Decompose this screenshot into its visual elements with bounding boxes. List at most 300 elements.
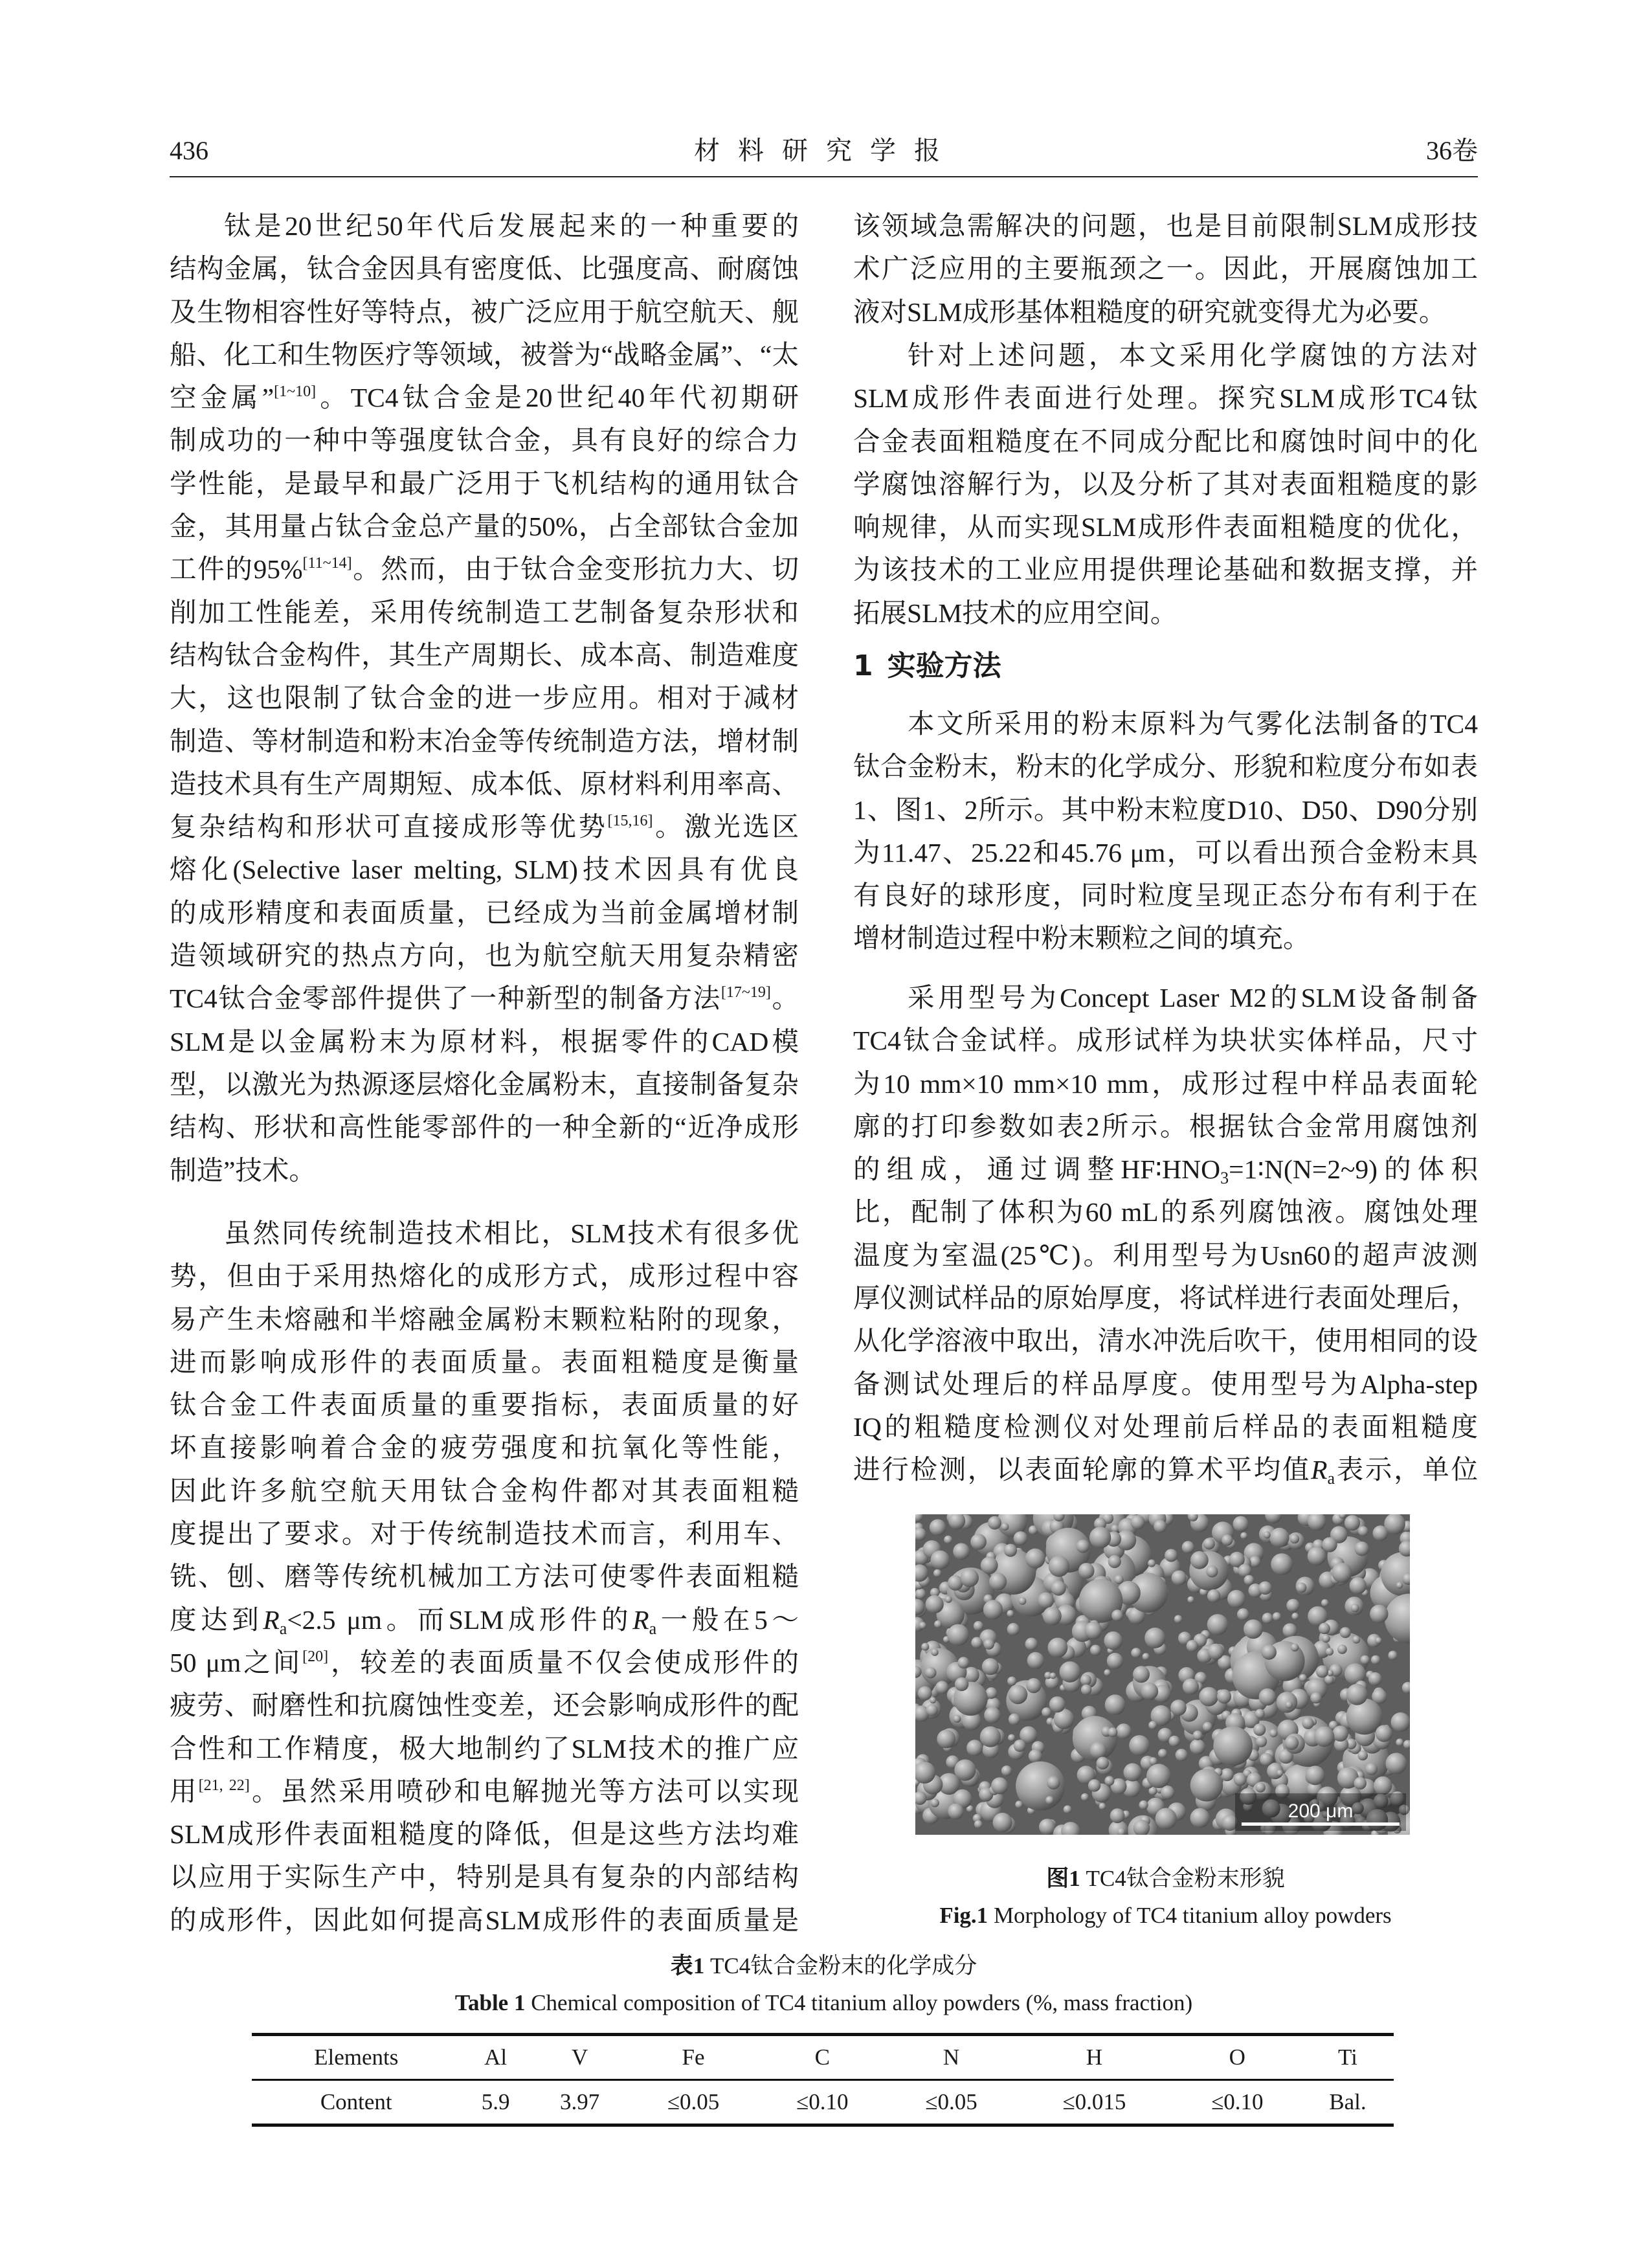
powder-particle [1289,1534,1299,1544]
table-header-cell: V [531,2035,629,2080]
paragraph-objective [853,334,1478,634]
powder-particle [1321,1599,1329,1607]
text-line: 本文所采用的粉末原料为气雾化法制备的TC4 [908,709,1478,739]
powder-particle [989,1573,1007,1591]
table-header-cell: N [887,2035,1016,2080]
subscript: a [649,1619,657,1638]
powder-particle [1286,1599,1299,1612]
powder-particle [1388,1651,1397,1660]
powder-particle [1060,1661,1081,1683]
powder-particle [1308,1547,1326,1565]
powder-particle [1111,1525,1119,1533]
powder-particle [1081,1685,1091,1695]
powder-particle [1025,1549,1045,1569]
powder-particle [1259,1688,1277,1706]
powder-particle [1165,1549,1178,1562]
powder-particles-image [915,1514,1410,1835]
text-line: 廓的打印参数如表2所示。根据钛合金常用腐蚀剂 [853,1111,1478,1141]
powder-particle [1233,1516,1249,1532]
text-line: 采用型号为Concept Laser M2的SLM设备制备 [908,983,1478,1013]
text-line: 术广泛应用的主要瓶颈之一。因此，开展腐蚀加工 [853,254,1478,284]
powder-particle [1043,1607,1062,1626]
powder-particle [1004,1544,1017,1557]
text-line: 该领域急需解决的问题，也是目前限制SLM成形技 [853,211,1478,241]
powder-particle [1146,1764,1171,1788]
powder-particle [1027,1652,1044,1669]
powder-particle [1346,1684,1368,1705]
table-caption-cn [170,1951,1478,1982]
powder-particle [960,1569,979,1587]
powder-particle [1302,1718,1313,1729]
powder-particle [935,1681,948,1694]
citation-ref: [1~10] [274,383,317,401]
powder-particle [1176,1749,1188,1761]
math-symbol: R [1311,1455,1328,1485]
powder-particle [1155,1808,1177,1830]
table-cell: ≤0.05 [629,2080,757,2125]
paragraph-intro [170,205,799,1192]
header-rule [170,176,1478,177]
powder-particle [919,1622,926,1629]
powder-particle [1077,1540,1090,1553]
powder-particle [1049,1696,1066,1712]
text-line: 1、图1、2所示。其中粉末粒度D10、D50、D90分别 [853,794,1478,825]
powder-particle [1221,1768,1234,1781]
table-header-cell: Al [460,2035,530,2080]
powder-particle [1310,1692,1322,1704]
scale-bar-label: 200 μm [1288,1800,1354,1822]
powder-particle [1345,1515,1360,1530]
text-line: 虽然同传统制造技术相比，SLM技术有很多优 [224,1218,799,1248]
text-line: 进行检测，以表面轮廓的算术平均值$R_a$表示，单位 [853,1455,1478,1488]
powder-particle [1193,1731,1203,1740]
powder-particle [971,1637,983,1649]
powder-particle [1108,1555,1121,1568]
table-header-row [252,2035,1394,2080]
text-line: 工件的95%[11~14]。然而，由于钛合金变形抗力大、切 [170,554,799,585]
powder-particle [966,1740,983,1756]
powder-particle [1114,1575,1123,1584]
text-line: 削加工性能差，采用传统制造工艺制备复杂形状和 [170,597,799,627]
text-line: 复杂结构和形状可直接成形等优势[15,16]。激光选区 [170,812,799,842]
powder-particle [948,1804,964,1820]
text-line: 针对上述问题，本文采用化学腐蚀的方法对 [908,341,1478,370]
powder-particle [1078,1563,1095,1579]
text-line: 为11.47、25.22和45.76 μm，可以看出预合金粉末具 [853,837,1478,868]
powder-particle [1227,1590,1245,1608]
powder-particle [1244,1575,1255,1586]
powder-particle [991,1777,1008,1794]
subscript: 3 [1220,1169,1229,1188]
powder-particle [1332,1725,1348,1742]
powder-particle [1376,1725,1392,1742]
figure-caption-cn [853,1863,1478,1894]
table-label-cn: 表1 [670,1953,705,1978]
powder-particle [1105,1694,1126,1715]
powder-particle [931,1799,939,1807]
powder-particle [1354,1777,1367,1790]
powder-particle [1253,1723,1266,1736]
powder-particle [944,1536,952,1544]
powder-particle [1206,1565,1218,1577]
powder-particle [1014,1531,1028,1545]
powder-particle [1284,1736,1299,1750]
powder-particle [1365,1763,1378,1775]
text-line: 因此许多航空航天用钛合金构件都对其表面粗糙 [170,1475,799,1506]
powder-particle [1368,1672,1382,1686]
powder-particle [1316,1665,1328,1677]
text-line: 船、化工和生物医疗等领域，被誉为“战略金属”、“太 [170,339,799,370]
table-cell: ≤0.015 [1016,2080,1173,2125]
powder-particle [974,1820,983,1828]
powder-particle [947,1624,969,1646]
powder-particle [1099,1803,1106,1810]
scale-bar-line [1242,1822,1400,1826]
text-line: 制造、等材制造和粉末冶金等传统制造方法，增材制 [170,726,799,756]
text-line: 液对SLM成形基体粗糙度的研究就变得尤为必要。 [853,297,1446,327]
powder-particle [1322,1635,1330,1643]
powder-particle [918,1687,932,1701]
table-caption-en-text: Chemical composition of TC4 titanium alloy powders (%, mass fraction) [525,1990,1193,2015]
powder-particle [1234,1773,1247,1786]
powder-particle [1199,1687,1218,1707]
powder-particle [1256,1736,1267,1747]
citation-ref: [21, 22] [198,1776,250,1794]
figure-label-cn: 图1 [1046,1866,1080,1891]
powder-particle [1061,1822,1080,1835]
powder-particle [1170,1699,1187,1716]
powder-particle [984,1639,995,1650]
text-line: 钛是20世纪50年代后发展起来的一种重要的 [224,211,799,241]
powder-particle [1332,1563,1352,1583]
powder-particle [1326,1648,1334,1655]
powder-particle [930,1519,946,1536]
powder-particle [1139,1800,1148,1810]
powder-particle [1244,1619,1263,1639]
powder-particle [1158,1749,1167,1758]
powder-particle [1291,1643,1299,1652]
powder-particle [1271,1553,1293,1575]
powder-particle [1190,1551,1209,1569]
powder-particle [1222,1534,1233,1545]
text-line: TC4钛合金零部件提供了一种新型的制备方法[17~19]。 [170,983,799,1014]
figure-caption-cn-text: TC4钛合金粉末形貌 [1080,1866,1285,1891]
powder-particle [1183,1679,1199,1695]
text-line: 大，这也限制了钛合金的进一步应用。相对于减材 [170,683,799,713]
math-symbol: R [263,1604,280,1635]
text-line: 及生物相容性好等特点，被广泛应用于航空航天、舰 [170,297,799,327]
powder-particle [1190,1769,1223,1801]
powder-particle [1025,1638,1038,1651]
powder-particle [1269,1528,1289,1547]
powder-particle [1129,1735,1150,1756]
text-line: 易产生未熔融和半熔融金属粉末颗粒粘附的现象， [170,1304,799,1334]
powder-particle [1039,1819,1055,1835]
powder-particle [1014,1740,1026,1752]
powder-particle [930,1697,936,1703]
powder-particle [1144,1628,1165,1648]
powder-particle [1403,1740,1410,1749]
text-line: 用[21, 22]。虽然采用喷砂和电解抛光等方法可以实现 [170,1776,799,1806]
powder-particle [1088,1779,1100,1791]
powder-particle [1352,1636,1360,1644]
table-header-cell: H [1016,2035,1173,2080]
powder-particle [1350,1577,1367,1594]
text-line: SLM成形件表面粗糙度的降低，但是这些方法均难 [170,1819,799,1850]
powder-particle [1385,1753,1407,1774]
text-line: 的成形精度和表面质量，已经成为当前金属增材制 [170,897,799,928]
table-caption-en [170,1988,1478,2019]
text-line: SLM成形件表面进行处理。探究SLM成形TC4钛 [853,383,1478,414]
text-line: 势，但由于采用热熔化的成形方式，成形过程中容 [170,1261,799,1292]
powder-particle [1306,1765,1325,1785]
subscript: a [279,1619,287,1638]
powder-particle [1361,1655,1370,1664]
powder-particle [1009,1685,1028,1705]
powder-particle [1089,1527,1111,1548]
text-line: 比，配制了体积为60 mL的系列腐蚀液。腐蚀处理 [853,1197,1478,1227]
powder-particle [988,1516,1001,1530]
text-line: 备测试处理后的样品厚度。使用型号为Alpha-step [853,1369,1478,1399]
powder-particle [915,1528,926,1541]
text-line: 合性和工作精度，极大地制约了SLM技术的推广应 [170,1733,799,1764]
powder-particle [1172,1571,1187,1586]
powder-particle [1273,1612,1281,1620]
powder-particle [1047,1776,1060,1789]
text-line: 空金属”[1~10]。TC4钛合金是20世纪40年代初期研 [170,383,799,413]
powder-particle [1213,1727,1253,1766]
powder-particle [1299,1674,1307,1682]
powder-particle [1009,1714,1020,1725]
text-line: 造技术具有生产周期短、成本低、原材料利用率高、 [170,768,799,799]
table-cell: 3.97 [531,2080,629,2125]
table-header-cell: Fe [629,2035,757,2080]
math-symbol: R [632,1604,649,1635]
powder-particle [1001,1523,1009,1530]
text-line: IQ的粗糙度检测仪对处理前后样品的表面粗糙度 [853,1411,1478,1442]
powder-particle [1340,1627,1351,1638]
powder-particle [1249,1556,1261,1567]
citation-ref: [17~19] [720,984,771,1002]
powder-particle [957,1657,969,1668]
section-title: 实验方法 [887,649,1001,682]
powder-particle [915,1514,923,1522]
text-line: 铣、刨、磨等传统机械加工方法可使零件表面粗糙 [170,1562,799,1592]
table-header-cell: C [758,2035,887,2080]
powder-particle [1148,1560,1155,1567]
text-line: 熔化(Selective laser melting, SLM)技术因具有优良 [170,855,799,885]
powder-particle [1130,1515,1144,1529]
text-line: 造领域研究的热点方向，也为航空航天用复杂精密 [170,941,799,971]
powder-particle [1090,1645,1101,1656]
text-line: 钛合金工件表面质量的重要指标，表面质量的好 [170,1390,799,1420]
text-line: 结构、形状和高性能零部件的一种全新的“近净成形 [170,1112,799,1143]
powder-particle [1282,1623,1297,1637]
powder-particle [1217,1689,1231,1703]
powder-particle [1148,1721,1157,1729]
powder-particle [1116,1723,1132,1739]
powder-particle [1029,1749,1042,1763]
powder-particle [1190,1739,1205,1754]
journal-title: 材料研究学报 [694,136,958,165]
section-number: 1 [853,649,873,682]
powder-particle [1240,1532,1247,1540]
powder-particle [1050,1672,1056,1679]
powder-particle [926,1595,944,1613]
powder-particle [982,1658,999,1675]
powder-particle [1322,1537,1337,1552]
text-line: 坏直接影响着合金的疲劳强度和抗氧化等性能， [170,1433,799,1463]
table-cell: Content [252,2080,460,2125]
powder-particle [925,1667,937,1679]
text-line: 合金表面粗糙度在不同成分配比和腐蚀时间中的化 [853,426,1478,456]
powder-particle [1090,1742,1107,1758]
powder-particle [1110,1808,1125,1823]
powder-particle [1264,1531,1271,1538]
powder-particle [1108,1727,1117,1737]
powder-particle [1255,1782,1266,1793]
text-line: 拓展SLM技术的应用空间。 [853,598,1178,628]
text-line: TC4钛合金试样。成形试样为块状实体样品，尺寸 [853,1026,1478,1056]
text-line: 增材制造过程中粉末颗粒之间的填充。 [853,923,1310,954]
powder-particle [1291,1613,1299,1620]
powder-particle [984,1707,1000,1723]
table-cell: ≤0.10 [1173,2080,1302,2125]
powder-particle [1042,1707,1051,1717]
powder-particle [1187,1597,1194,1603]
powder-particle [934,1620,942,1628]
paragraph-equipment [853,976,1478,1492]
powder-particle [1049,1556,1069,1576]
text-line: 学腐蚀溶解行为，以及分析了其对表面粗糙度的影 [853,469,1478,499]
powder-particle [1045,1796,1054,1804]
powder-particle [1370,1605,1388,1623]
text-line: 有良好的球形度，同时粒度呈现正态分布有利于在 [853,880,1478,911]
powder-particle [1375,1637,1381,1644]
figure-caption-en-text: Morphology of TC4 titanium alloy powders [988,1903,1392,1928]
section-heading [853,645,1001,688]
text-line: 制成功的一种中等强度钛合金，具有良好的综合力 [170,425,799,456]
powder-particle [937,1730,955,1749]
powder-particle [1255,1709,1265,1719]
powder-particle [993,1813,1012,1832]
powder-particle [1207,1589,1220,1602]
powder-particle [1141,1683,1159,1700]
powder-particle [926,1704,938,1716]
text-line: 厚仪测试样品的原始厚度，将试样进行表面处理后， [853,1283,1478,1314]
powder-particle [1104,1669,1110,1676]
powder-particle [1019,1597,1027,1605]
text-line: 以应用于实际生产中，特别是具有复杂的内部结构 [170,1862,799,1892]
powder-particle [1001,1765,1012,1776]
powder-particle [1258,1582,1272,1595]
powder-particle [1269,1729,1278,1738]
powder-particle [1085,1622,1102,1639]
text-line: 的成形件，因此如何提高SLM成形件的表面质量是 [170,1905,799,1935]
figure-label-en: Fig.1 [939,1903,988,1928]
powder-particle [1107,1653,1123,1669]
table-caption-cn-text: TC4钛合金粉末的化学成分 [704,1953,977,1978]
text-line: 的组成，通过调整$HF∶HNO_3=1∶N(N=2\sim 9)$的体积 [853,1154,1478,1188]
table-row [252,2080,1394,2125]
powder-particle [953,1543,970,1560]
powder-particle [1133,1666,1150,1683]
page-number: 436 [170,136,208,165]
powder-particle [1154,1520,1166,1533]
powder-particle [1374,1776,1392,1795]
powder-particle [945,1596,952,1603]
text-line: 钛合金粉末，粉末的化学成分、形貌和粒度分布如表 [853,752,1478,782]
powder-particle [1007,1610,1014,1617]
table-cell: 5.9 [460,2080,530,2125]
subscript: a [1327,1469,1335,1488]
text-line: SLM是以金属粉末为原材料，根据零件的CAD模 [170,1026,799,1057]
table-cell: ≤0.10 [758,2080,887,2125]
powder-particle [1357,1751,1368,1761]
composition-table [252,2033,1394,2127]
powder-particle [1182,1541,1194,1553]
powder-particle [1026,1678,1041,1693]
table-label-en: Table 1 [454,1990,526,2015]
powder-particle [1064,1806,1072,1814]
powder-particle [974,1621,983,1631]
citation-ref: [11~14] [302,555,352,572]
powder-particle [933,1569,941,1577]
powder-particle [915,1589,926,1600]
powder-particle [1097,1757,1110,1770]
powder-particle [1402,1682,1410,1694]
powder-particle [1203,1538,1215,1549]
powder-particle [1131,1648,1141,1658]
powder-particle [1237,1608,1249,1620]
figure-caption-en [853,1900,1478,1931]
powder-particle [1358,1526,1368,1536]
powder-particle [1038,1593,1054,1609]
table-cell: Bal. [1302,2080,1394,2125]
powder-particle [1371,1655,1380,1664]
text-line: 从化学溶液中取出，清水冲洗后吹干，使用相同的设 [853,1326,1478,1356]
text-line: 为该技术的工业应用提供理论基础和数据支撑，并 [853,555,1478,585]
citation-ref: [20] [302,1648,329,1665]
text-line: 型，以激光为热源逐层熔化金属粉末，直接制备复杂 [170,1069,799,1099]
powder-particle [1396,1738,1403,1746]
powder-particle [1190,1808,1210,1828]
powder-particle [1203,1722,1212,1732]
powder-particle [1161,1786,1174,1799]
powder-particle [1048,1638,1068,1658]
powder-particle [931,1551,950,1570]
powder-particle [980,1727,1001,1747]
powder-particle [1007,1677,1016,1686]
text-line: 制造”技术。 [170,1155,316,1185]
paragraph-continued [853,205,1478,333]
powder-particle [1355,1541,1369,1556]
text-line: 进而影响成形件的表面质量。表面粗糙度是衡量 [170,1347,799,1377]
powder-particle [1351,1604,1359,1612]
sem-micrograph [915,1514,1410,1835]
powder-particle [1314,1727,1335,1747]
powder-particle [1296,1582,1306,1593]
text-line: 为10 mm×10 mm×10 mm，成形过程中样品表面轮 [853,1068,1478,1099]
powder-particle [1262,1644,1277,1659]
powder-particle [1262,1613,1273,1624]
powder-particle [1111,1609,1123,1621]
powder-particle [1104,1776,1114,1786]
powder-particle [1319,1623,1330,1635]
table-header-cell: O [1173,2035,1302,2080]
text-line: 50 μm之间[20]，较差的表面质量不仅会使成形件的 [170,1647,799,1677]
powder-particle [921,1643,929,1651]
